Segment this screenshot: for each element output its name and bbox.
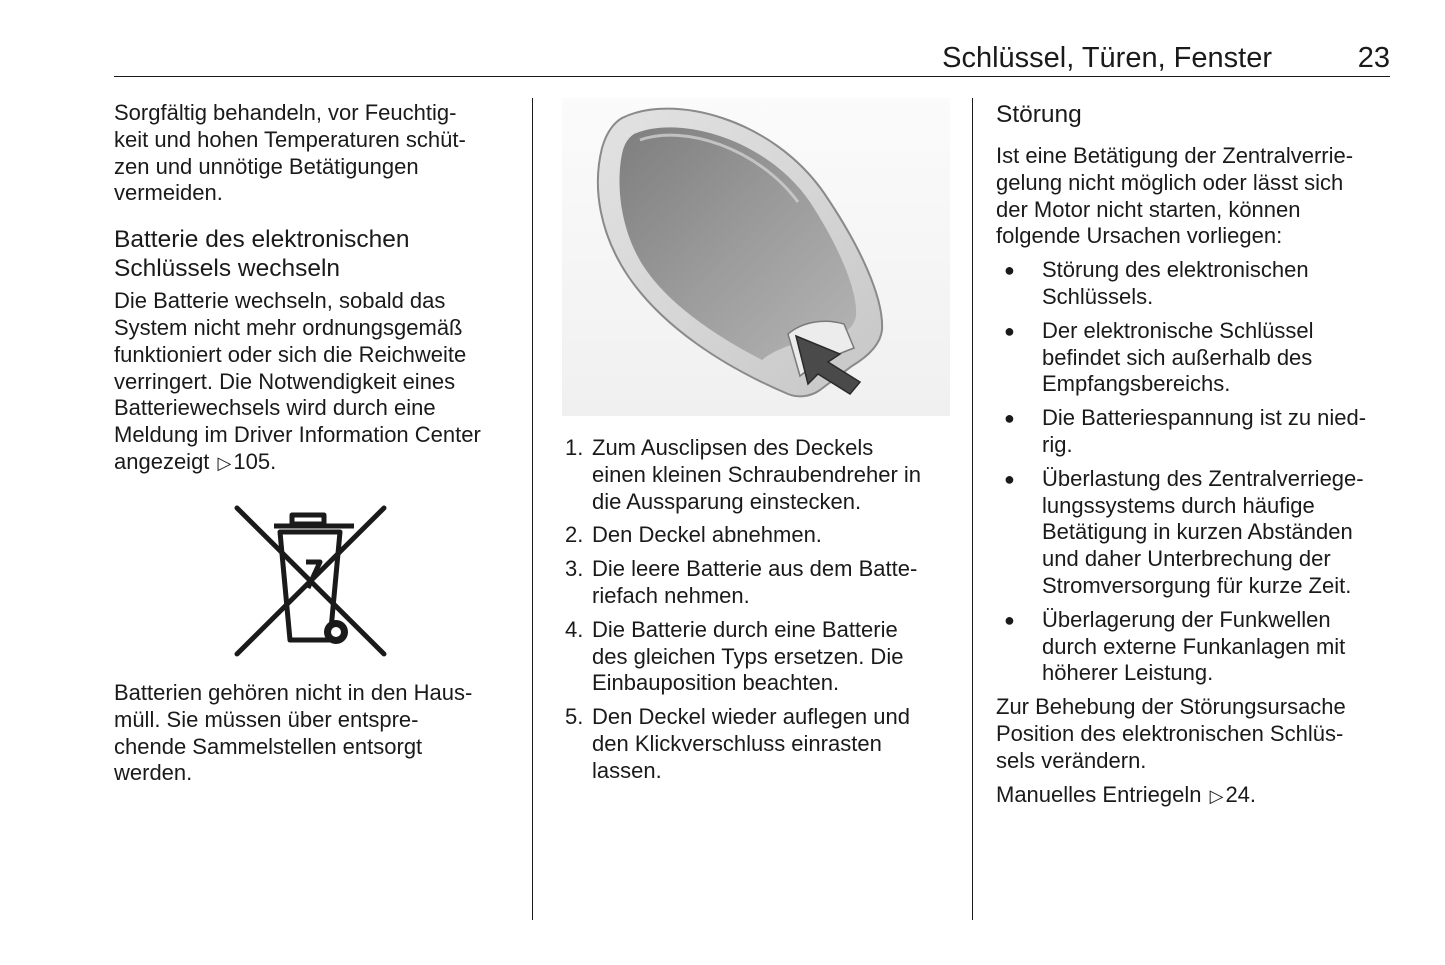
bullet-icon: ● [1004, 260, 1015, 281]
list-item [565, 522, 957, 549]
column-left-lower [114, 680, 519, 794]
step-text: Die Batterie durch eine Batterie des gleichen Typs ersetzen. Die Einbauposition beachten. [592, 616, 904, 696]
step-number: 1. [565, 435, 584, 460]
list-item [996, 466, 1391, 600]
bullet-icon: ● [1004, 320, 1015, 341]
cause-text: Überlagerung der Funkwellen durch externe Funkanlagen mit höherer Leistung. [1042, 606, 1346, 686]
battery-paragraph-text: Die Batterie wechseln, sobald das System nicht mehr ordnungsgemäß funktioniert oder sich die Reichweite verringert. Die Notwendigkeit eines Batteriewechsels wird durch eine Meldung im Driver Information Center angezeigt [114, 288, 481, 474]
handling-paragraph: Sorgfältig behandeln, vor Feuchtig- keit und hohen Temperaturen schüt- zen und unnötige Betätigungen vermeiden. [114, 100, 466, 206]
cause-text: Überlastung des Zentralverriege- lungssystems durch häufige Betätigung in kurzen Abständen und daher Unterbrechung der Stromversorgung für kurze Zeit. [1042, 465, 1364, 598]
bullet-icon: ● [1004, 468, 1015, 489]
list-item [565, 617, 957, 697]
step-number: 5. [565, 704, 584, 730]
battery-paragraph [114, 288, 519, 477]
cause-text: Der elektronische Schlüssel befindet sich außerhalb des Empfangsbereichs. [1042, 317, 1314, 397]
list-item [565, 556, 957, 610]
step-text: Die leere Batterie aus dem Batte- riefach nehmen. [592, 556, 918, 608]
column-divider-left [532, 98, 533, 920]
step-number: 4. [565, 616, 584, 642]
list-item [996, 405, 1391, 459]
section-title: Schlüssel, Türen, Fenster [942, 42, 1272, 74]
step-text: Den Deckel wieder auflegen und den Klickverschluss einrasten lassen. [592, 704, 910, 783]
crossed-out-bin-icon [232, 502, 390, 660]
remedy-paragraph: Zur Behebung der Störungsursache Position des elektronischen Schlüs- sels verändern. [996, 694, 1346, 773]
list-item [996, 607, 1391, 687]
manual-page-ref[interactable]: 24. [1225, 781, 1257, 807]
reference-arrow-icon: ▷ [1209, 785, 1224, 806]
step-text: Zum Ausclipsen des Deckels einen kleinen Schraubendreher in die Aussparung einstecken. [592, 435, 922, 514]
list-item [996, 257, 1391, 311]
page-number: 23 [1357, 42, 1390, 74]
header-rule [114, 76, 1390, 77]
cause-text: Die Batteriespannung ist zu nied- rig. [1042, 405, 1367, 457]
steps-list [565, 435, 957, 785]
cause-text: Störung des elektronischen Schlüssels. [1042, 257, 1309, 309]
step-number: 3. [565, 556, 584, 582]
list-item [565, 704, 957, 784]
column-left [114, 100, 519, 484]
key-fob-illustration [562, 98, 950, 416]
column-right [996, 100, 1391, 816]
list-item [565, 435, 957, 515]
column-divider-right [972, 98, 973, 920]
bullet-icon: ● [1004, 609, 1015, 630]
manual-unlock-reference [996, 782, 1391, 810]
malfunction-heading: Störung [996, 101, 1082, 128]
causes-list [996, 257, 1391, 687]
manual-unlock-text: Manuelles Entriegeln [996, 781, 1202, 807]
step-text: Den Deckel abnehmen. [592, 522, 822, 548]
column-middle [565, 435, 957, 792]
step-number: 2. [565, 522, 584, 548]
battery-heading: Batterie des elektronischen Schlüssels wechseln [114, 226, 410, 283]
malfunction-intro: Ist eine Betätigung der Zentralverrie- gelung nicht möglich oder lässt sich der Motor nicht starten, können folgende Ursachen vorliegen: [996, 143, 1354, 249]
disposal-paragraph: Batterien gehören nicht in den Haus- müll. Sie müssen über entspre- chende Sammelstellen entsorgt werden. [114, 680, 473, 786]
list-item [996, 318, 1391, 398]
battery-page-ref[interactable]: 105. [233, 448, 277, 474]
bullet-icon: ● [1004, 408, 1015, 429]
reference-arrow-icon: ▷ [217, 452, 232, 473]
